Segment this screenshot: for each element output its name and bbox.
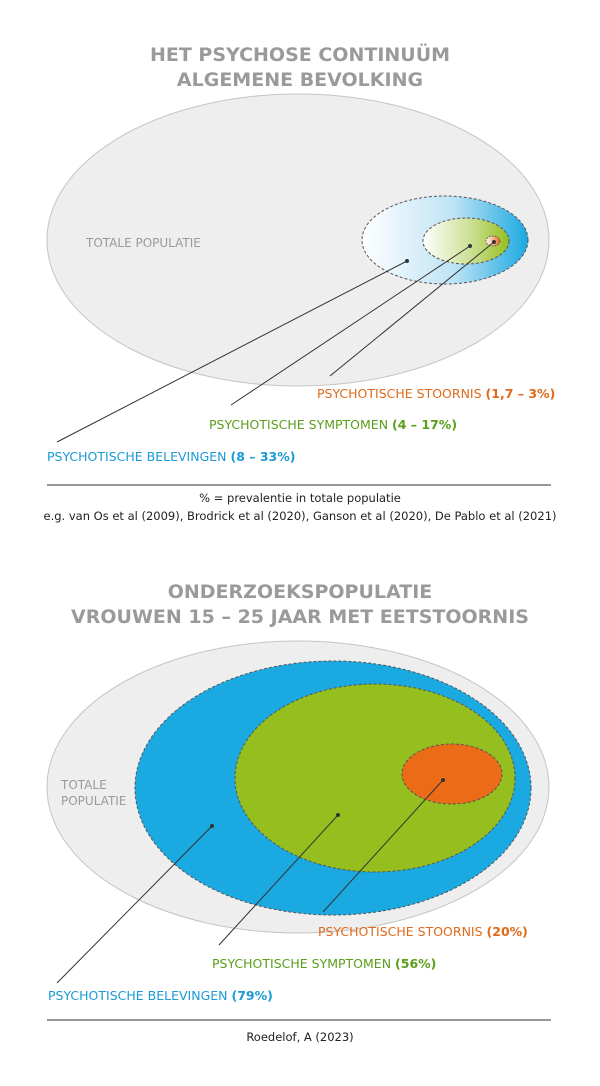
- diagram1-title-line2: ALGEMENE BEVOLKING: [176, 69, 424, 91]
- diagram2-experiences-label: PSYCHOTISCHE BELEVINGEN (79%): [48, 988, 273, 1003]
- diagram-2: [47, 581, 551, 1044]
- diagram-1: [44, 42, 557, 523]
- diagram2-source: Roedelof, A (2023): [246, 1030, 354, 1044]
- diagram1-disorder-label: PSYCHOTISCHE STOORNIS (1,7 – 3%): [317, 386, 556, 401]
- diagram2-title-line2: VROUWEN 15 – 25 JAAR MET EETSTOORNIS: [71, 606, 529, 628]
- diagram1-title-line1: HET PSYCHOSE CONTINUÜM: [149, 44, 451, 66]
- diagram1-note-line1: % = prevalentie in totale populatie: [199, 491, 401, 505]
- diagram1-symptoms-dot: [468, 244, 472, 248]
- diagram2-disorder-label: PSYCHOTISCHE STOORNIS (20%): [318, 924, 528, 939]
- diagram2-disorder-ellipse: [402, 744, 502, 804]
- diagram1-symptoms-label: PSYCHOTISCHE SYMPTOMEN (4 – 17%): [209, 417, 458, 432]
- diagram1-experiences-label: PSYCHOTISCHE BELEVINGEN (8 – 33%): [47, 449, 296, 464]
- diagram2-total-population-label-line2: POPULATIE: [61, 794, 127, 808]
- diagram1-disorder-dot: [492, 240, 496, 244]
- diagram1-total-population-label: TOTALE POPULATIE: [86, 236, 201, 250]
- diagram1-experiences-dot: [405, 259, 409, 263]
- diagram2-total-population-label-line1: TOTALE: [61, 778, 107, 792]
- diagram2-symptoms-dot: [336, 813, 340, 817]
- diagram1-note-line2: e.g. van Os et al (2009), Brodrick et al (2020), Ganson et al (2020), De Pablo et al (2021): [43, 509, 557, 523]
- diagram2-disorder-dot: [441, 778, 445, 782]
- diagram2-symptoms-label: PSYCHOTISCHE SYMPTOMEN (56%): [212, 956, 437, 971]
- diagram2-experiences-dot: [210, 824, 214, 828]
- diagram2-title-line1: ONDERZOEKSPOPULATIE: [167, 581, 433, 603]
